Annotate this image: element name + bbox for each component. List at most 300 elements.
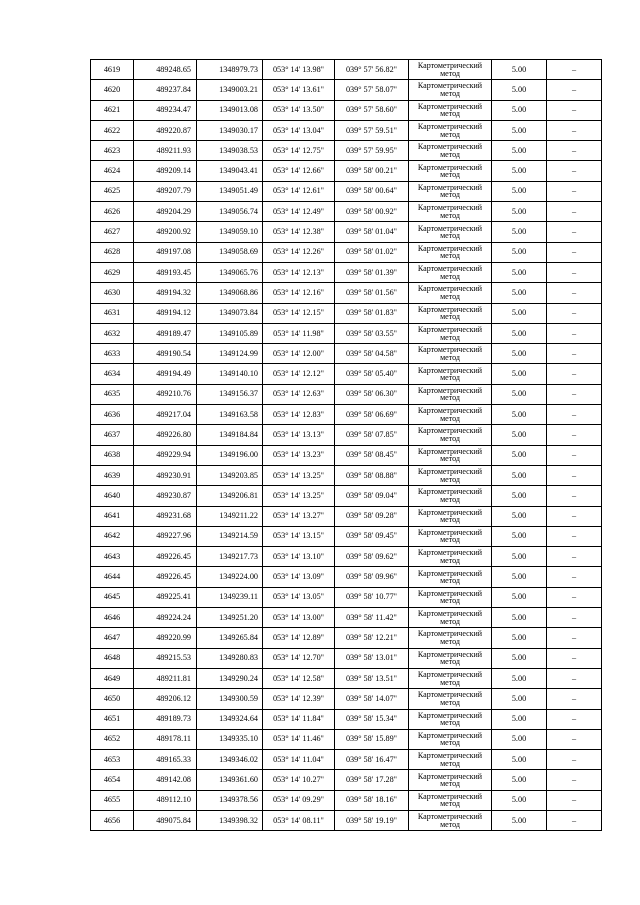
accuracy-cell: 5.00 <box>492 567 547 587</box>
note-cell: – <box>547 364 602 384</box>
accuracy-cell: 5.00 <box>492 587 547 607</box>
longitude-cell: 039° 58' 08.45" <box>335 445 409 465</box>
point-number-cell: 4644 <box>91 567 134 587</box>
y-coordinate-cell: 1349290.24 <box>197 668 263 688</box>
latitude-cell: 053° 14' 13.09" <box>263 567 335 587</box>
point-number-cell: 4638 <box>91 445 134 465</box>
x-coordinate-cell: 489217.04 <box>134 405 197 425</box>
point-number-cell: 4650 <box>91 689 134 709</box>
y-coordinate-cell: 1349156.37 <box>197 384 263 404</box>
note-cell: – <box>547 100 602 120</box>
table-row <box>91 648 602 668</box>
point-number-cell: 4655 <box>91 790 134 810</box>
longitude-cell: 039° 58' 00.92" <box>335 202 409 222</box>
latitude-cell: 053° 14' 08.11" <box>263 810 335 830</box>
method-cell: Картометрический метод <box>409 60 492 80</box>
point-number-cell: 4651 <box>91 709 134 729</box>
longitude-cell: 039° 58' 01.56" <box>335 283 409 303</box>
y-coordinate-cell: 1349030.17 <box>197 120 263 140</box>
x-coordinate-cell: 489075.84 <box>134 810 197 830</box>
point-number-cell: 4640 <box>91 486 134 506</box>
point-number-cell: 4643 <box>91 547 134 567</box>
method-cell: Картометрический метод <box>409 283 492 303</box>
table-row <box>91 80 602 100</box>
latitude-cell: 053° 14' 12.66" <box>263 161 335 181</box>
accuracy-cell: 5.00 <box>492 262 547 282</box>
accuracy-cell: 5.00 <box>492 810 547 830</box>
longitude-cell: 039° 58' 09.28" <box>335 506 409 526</box>
table-row <box>91 384 602 404</box>
point-number-cell: 4632 <box>91 323 134 343</box>
table-row <box>91 405 602 425</box>
point-number-cell: 4629 <box>91 262 134 282</box>
method-cell: Картометрический метод <box>409 222 492 242</box>
method-cell: Картометрический метод <box>409 202 492 222</box>
latitude-cell: 053° 14' 12.63" <box>263 384 335 404</box>
longitude-cell: 039° 57' 59.95" <box>335 141 409 161</box>
x-coordinate-cell: 489230.87 <box>134 486 197 506</box>
accuracy-cell: 5.00 <box>492 729 547 749</box>
table-row <box>91 465 602 485</box>
y-coordinate-cell: 1349013.08 <box>197 100 263 120</box>
y-coordinate-cell: 1349003.21 <box>197 80 263 100</box>
latitude-cell: 053° 14' 11.04" <box>263 750 335 770</box>
longitude-cell: 039° 57' 56.82" <box>335 60 409 80</box>
accuracy-cell: 5.00 <box>492 790 547 810</box>
x-coordinate-cell: 489237.84 <box>134 80 197 100</box>
method-cell: Картометрический метод <box>409 628 492 648</box>
point-number-cell: 4631 <box>91 303 134 323</box>
x-coordinate-cell: 489225.41 <box>134 587 197 607</box>
method-cell: Картометрический метод <box>409 750 492 770</box>
x-coordinate-cell: 489210.76 <box>134 384 197 404</box>
method-cell: Картометрический метод <box>409 181 492 201</box>
x-coordinate-cell: 489209.14 <box>134 161 197 181</box>
x-coordinate-cell: 489231.68 <box>134 506 197 526</box>
method-cell: Картометрический метод <box>409 161 492 181</box>
method-cell: Картометрический метод <box>409 242 492 262</box>
y-coordinate-cell: 1349251.20 <box>197 608 263 628</box>
point-number-cell: 4653 <box>91 750 134 770</box>
y-coordinate-cell: 1349217.73 <box>197 547 263 567</box>
longitude-cell: 039° 58' 10.77" <box>335 587 409 607</box>
longitude-cell: 039° 58' 01.83" <box>335 303 409 323</box>
accuracy-cell: 5.00 <box>492 506 547 526</box>
x-coordinate-cell: 489207.79 <box>134 181 197 201</box>
point-number-cell: 4622 <box>91 120 134 140</box>
latitude-cell: 053° 14' 12.49" <box>263 202 335 222</box>
y-coordinate-cell: 1349361.60 <box>197 770 263 790</box>
y-coordinate-cell: 1349051.49 <box>197 181 263 201</box>
note-cell: – <box>547 689 602 709</box>
x-coordinate-cell: 489227.96 <box>134 526 197 546</box>
table-row <box>91 364 602 384</box>
note-cell: – <box>547 750 602 770</box>
y-coordinate-cell: 1349280.83 <box>197 648 263 668</box>
accuracy-cell: 5.00 <box>492 628 547 648</box>
accuracy-cell: 5.00 <box>492 120 547 140</box>
method-cell: Картометрический метод <box>409 120 492 140</box>
table-row <box>91 242 602 262</box>
y-coordinate-cell: 1349184.84 <box>197 425 263 445</box>
accuracy-cell: 5.00 <box>492 344 547 364</box>
longitude-cell: 039° 58' 13.51" <box>335 668 409 688</box>
note-cell: – <box>547 486 602 506</box>
table-row <box>91 587 602 607</box>
latitude-cell: 053° 14' 09.29" <box>263 790 335 810</box>
latitude-cell: 053° 14' 12.26" <box>263 242 335 262</box>
method-cell: Картометрический метод <box>409 384 492 404</box>
method-cell: Картометрический метод <box>409 709 492 729</box>
table-row <box>91 425 602 445</box>
y-coordinate-cell: 1349324.64 <box>197 709 263 729</box>
longitude-cell: 039° 58' 00.64" <box>335 181 409 201</box>
point-number-cell: 4636 <box>91 405 134 425</box>
table-row <box>91 526 602 546</box>
table-row <box>91 750 602 770</box>
table-row <box>91 729 602 749</box>
accuracy-cell: 5.00 <box>492 547 547 567</box>
point-number-cell: 4633 <box>91 344 134 364</box>
x-coordinate-cell: 489220.87 <box>134 120 197 140</box>
note-cell: – <box>547 181 602 201</box>
table-row <box>91 303 602 323</box>
x-coordinate-cell: 489112.10 <box>134 790 197 810</box>
accuracy-cell: 5.00 <box>492 80 547 100</box>
longitude-cell: 039° 58' 05.40" <box>335 364 409 384</box>
x-coordinate-cell: 489165.33 <box>134 750 197 770</box>
note-cell: – <box>547 405 602 425</box>
x-coordinate-cell: 489206.12 <box>134 689 197 709</box>
longitude-cell: 039° 58' 01.02" <box>335 242 409 262</box>
longitude-cell: 039° 58' 09.96" <box>335 567 409 587</box>
accuracy-cell: 5.00 <box>492 445 547 465</box>
accuracy-cell: 5.00 <box>492 750 547 770</box>
longitude-cell: 039° 58' 04.58" <box>335 344 409 364</box>
y-coordinate-cell: 1349206.81 <box>197 486 263 506</box>
y-coordinate-cell: 1349346.02 <box>197 750 263 770</box>
latitude-cell: 053° 14' 12.39" <box>263 689 335 709</box>
table-row <box>91 141 602 161</box>
longitude-cell: 039° 58' 19.19" <box>335 810 409 830</box>
note-cell: – <box>547 344 602 364</box>
note-cell: – <box>547 120 602 140</box>
x-coordinate-cell: 489142.08 <box>134 770 197 790</box>
note-cell: – <box>547 567 602 587</box>
latitude-cell: 053° 14' 13.27" <box>263 506 335 526</box>
point-number-cell: 4630 <box>91 283 134 303</box>
point-number-cell: 4647 <box>91 628 134 648</box>
note-cell: – <box>547 668 602 688</box>
latitude-cell: 053° 14' 13.15" <box>263 526 335 546</box>
accuracy-cell: 5.00 <box>492 100 547 120</box>
method-cell: Картометрический метод <box>409 425 492 445</box>
table-row <box>91 810 602 830</box>
point-number-cell: 4645 <box>91 587 134 607</box>
latitude-cell: 053° 14' 12.83" <box>263 405 335 425</box>
x-coordinate-cell: 489204.29 <box>134 202 197 222</box>
point-number-cell: 4624 <box>91 161 134 181</box>
note-cell: – <box>547 770 602 790</box>
latitude-cell: 053° 14' 13.04" <box>263 120 335 140</box>
accuracy-cell: 5.00 <box>492 770 547 790</box>
table-row <box>91 181 602 201</box>
note-cell: – <box>547 526 602 546</box>
accuracy-cell: 5.00 <box>492 242 547 262</box>
x-coordinate-cell: 489248.65 <box>134 60 197 80</box>
note-cell: – <box>547 587 602 607</box>
y-coordinate-cell: 1349058.69 <box>197 242 263 262</box>
table-row <box>91 445 602 465</box>
point-number-cell: 4648 <box>91 648 134 668</box>
x-coordinate-cell: 489229.94 <box>134 445 197 465</box>
method-cell: Картометрический метод <box>409 689 492 709</box>
note-cell: – <box>547 465 602 485</box>
longitude-cell: 039° 58' 08.88" <box>335 465 409 485</box>
table-row <box>91 689 602 709</box>
note-cell: – <box>547 303 602 323</box>
table-row <box>91 486 602 506</box>
latitude-cell: 053° 14' 12.70" <box>263 648 335 668</box>
x-coordinate-cell: 489194.49 <box>134 364 197 384</box>
y-coordinate-cell: 1348979.73 <box>197 60 263 80</box>
table-row <box>91 608 602 628</box>
method-cell: Картометрический метод <box>409 567 492 587</box>
point-number-cell: 4639 <box>91 465 134 485</box>
point-number-cell: 4626 <box>91 202 134 222</box>
x-coordinate-cell: 489220.99 <box>134 628 197 648</box>
method-cell: Картометрический метод <box>409 526 492 546</box>
longitude-cell: 039° 58' 13.01" <box>335 648 409 668</box>
point-number-cell: 4620 <box>91 80 134 100</box>
x-coordinate-cell: 489178.11 <box>134 729 197 749</box>
point-number-cell: 4637 <box>91 425 134 445</box>
method-cell: Картометрический метод <box>409 729 492 749</box>
accuracy-cell: 5.00 <box>492 283 547 303</box>
note-cell: – <box>547 161 602 181</box>
longitude-cell: 039° 57' 58.60" <box>335 100 409 120</box>
longitude-cell: 039° 58' 14.07" <box>335 689 409 709</box>
accuracy-cell: 5.00 <box>492 648 547 668</box>
x-coordinate-cell: 489190.54 <box>134 344 197 364</box>
x-coordinate-cell: 489189.47 <box>134 323 197 343</box>
latitude-cell: 053° 14' 12.61" <box>263 181 335 201</box>
note-cell: – <box>547 80 602 100</box>
y-coordinate-cell: 1349224.00 <box>197 567 263 587</box>
point-number-cell: 4635 <box>91 384 134 404</box>
note-cell: – <box>547 810 602 830</box>
accuracy-cell: 5.00 <box>492 161 547 181</box>
table-row <box>91 567 602 587</box>
note-cell: – <box>547 202 602 222</box>
note-cell: – <box>547 242 602 262</box>
latitude-cell: 053° 14' 12.12" <box>263 364 335 384</box>
longitude-cell: 039° 58' 16.47" <box>335 750 409 770</box>
note-cell: – <box>547 506 602 526</box>
note-cell: – <box>547 60 602 80</box>
x-coordinate-cell: 489224.24 <box>134 608 197 628</box>
accuracy-cell: 5.00 <box>492 405 547 425</box>
point-number-cell: 4641 <box>91 506 134 526</box>
table-row <box>91 547 602 567</box>
table-row <box>91 628 602 648</box>
table-row <box>91 770 602 790</box>
method-cell: Картометрический метод <box>409 770 492 790</box>
method-cell: Картометрический метод <box>409 364 492 384</box>
method-cell: Картометрический метод <box>409 100 492 120</box>
note-cell: – <box>547 425 602 445</box>
longitude-cell: 039° 58' 09.04" <box>335 486 409 506</box>
method-cell: Картометрический метод <box>409 587 492 607</box>
latitude-cell: 053° 14' 12.15" <box>263 303 335 323</box>
longitude-cell: 039° 58' 01.04" <box>335 222 409 242</box>
latitude-cell: 053° 14' 12.58" <box>263 668 335 688</box>
x-coordinate-cell: 489197.08 <box>134 242 197 262</box>
y-coordinate-cell: 1349335.10 <box>197 729 263 749</box>
x-coordinate-cell: 489215.53 <box>134 648 197 668</box>
note-cell: – <box>547 323 602 343</box>
point-number-cell: 4642 <box>91 526 134 546</box>
latitude-cell: 053° 14' 13.13" <box>263 425 335 445</box>
table-row <box>91 709 602 729</box>
x-coordinate-cell: 489226.45 <box>134 567 197 587</box>
method-cell: Картометрический метод <box>409 486 492 506</box>
x-coordinate-cell: 489194.12 <box>134 303 197 323</box>
latitude-cell: 053° 14' 11.84" <box>263 709 335 729</box>
method-cell: Картометрический метод <box>409 668 492 688</box>
note-cell: – <box>547 384 602 404</box>
y-coordinate-cell: 1349065.76 <box>197 262 263 282</box>
y-coordinate-cell: 1349265.84 <box>197 628 263 648</box>
point-number-cell: 4646 <box>91 608 134 628</box>
note-cell: – <box>547 628 602 648</box>
accuracy-cell: 5.00 <box>492 323 547 343</box>
table-row <box>91 790 602 810</box>
accuracy-cell: 5.00 <box>492 384 547 404</box>
method-cell: Картометрический метод <box>409 445 492 465</box>
table-row <box>91 60 602 80</box>
longitude-cell: 039° 58' 01.39" <box>335 262 409 282</box>
method-cell: Картометрический метод <box>409 303 492 323</box>
point-number-cell: 4654 <box>91 770 134 790</box>
point-number-cell: 4619 <box>91 60 134 80</box>
note-cell: – <box>547 222 602 242</box>
note-cell: – <box>547 445 602 465</box>
latitude-cell: 053° 14' 13.25" <box>263 465 335 485</box>
accuracy-cell: 5.00 <box>492 364 547 384</box>
latitude-cell: 053° 14' 12.00" <box>263 344 335 364</box>
longitude-cell: 039° 58' 06.69" <box>335 405 409 425</box>
longitude-cell: 039° 58' 17.28" <box>335 770 409 790</box>
accuracy-cell: 5.00 <box>492 202 547 222</box>
table-row <box>91 120 602 140</box>
longitude-cell: 039° 57' 59.51" <box>335 120 409 140</box>
table-row <box>91 262 602 282</box>
latitude-cell: 053° 14' 11.98" <box>263 323 335 343</box>
y-coordinate-cell: 1349196.00 <box>197 445 263 465</box>
method-cell: Картометрический метод <box>409 465 492 485</box>
note-cell: – <box>547 709 602 729</box>
latitude-cell: 053° 14' 13.50" <box>263 100 335 120</box>
x-coordinate-cell: 489226.80 <box>134 425 197 445</box>
y-coordinate-cell: 1349038.53 <box>197 141 263 161</box>
point-number-cell: 4652 <box>91 729 134 749</box>
latitude-cell: 053° 14' 12.89" <box>263 628 335 648</box>
latitude-cell: 053° 14' 12.16" <box>263 283 335 303</box>
longitude-cell: 039° 58' 15.89" <box>335 729 409 749</box>
y-coordinate-cell: 1349059.10 <box>197 222 263 242</box>
accuracy-cell: 5.00 <box>492 608 547 628</box>
method-cell: Картометрический метод <box>409 547 492 567</box>
x-coordinate-cell: 489211.93 <box>134 141 197 161</box>
longitude-cell: 039° 58' 03.55" <box>335 323 409 343</box>
longitude-cell: 039° 58' 11.42" <box>335 608 409 628</box>
accuracy-cell: 5.00 <box>492 709 547 729</box>
point-number-cell: 4621 <box>91 100 134 120</box>
point-number-cell: 4634 <box>91 364 134 384</box>
method-cell: Картометрический метод <box>409 648 492 668</box>
method-cell: Картометрический метод <box>409 323 492 343</box>
x-coordinate-cell: 489189.73 <box>134 709 197 729</box>
y-coordinate-cell: 1349043.41 <box>197 161 263 181</box>
coordinates-table <box>90 59 602 831</box>
method-cell: Картометрический метод <box>409 506 492 526</box>
accuracy-cell: 5.00 <box>492 141 547 161</box>
accuracy-cell: 5.00 <box>492 465 547 485</box>
x-coordinate-cell: 489226.45 <box>134 547 197 567</box>
y-coordinate-cell: 1349239.11 <box>197 587 263 607</box>
accuracy-cell: 5.00 <box>492 303 547 323</box>
method-cell: Картометрический метод <box>409 262 492 282</box>
method-cell: Картометрический метод <box>409 344 492 364</box>
point-number-cell: 4627 <box>91 222 134 242</box>
longitude-cell: 039° 57' 58.07" <box>335 80 409 100</box>
point-number-cell: 4649 <box>91 668 134 688</box>
longitude-cell: 039° 58' 06.30" <box>335 384 409 404</box>
method-cell: Картометрический метод <box>409 405 492 425</box>
longitude-cell: 039° 58' 09.45" <box>335 526 409 546</box>
method-cell: Картометрический метод <box>409 141 492 161</box>
table-row <box>91 222 602 242</box>
y-coordinate-cell: 1349211.22 <box>197 506 263 526</box>
method-cell: Картометрический метод <box>409 810 492 830</box>
accuracy-cell: 5.00 <box>492 689 547 709</box>
x-coordinate-cell: 489234.47 <box>134 100 197 120</box>
x-coordinate-cell: 489200.92 <box>134 222 197 242</box>
table-row <box>91 344 602 364</box>
method-cell: Картометрический метод <box>409 790 492 810</box>
y-coordinate-cell: 1349300.59 <box>197 689 263 709</box>
point-number-cell: 4623 <box>91 141 134 161</box>
latitude-cell: 053° 14' 13.10" <box>263 547 335 567</box>
note-cell: – <box>547 262 602 282</box>
accuracy-cell: 5.00 <box>492 486 547 506</box>
y-coordinate-cell: 1349214.59 <box>197 526 263 546</box>
longitude-cell: 039° 58' 12.21" <box>335 628 409 648</box>
longitude-cell: 039° 58' 15.34" <box>335 709 409 729</box>
latitude-cell: 053° 14' 10.27" <box>263 770 335 790</box>
y-coordinate-cell: 1349124.99 <box>197 344 263 364</box>
latitude-cell: 053° 14' 13.05" <box>263 587 335 607</box>
latitude-cell: 053° 14' 13.00" <box>263 608 335 628</box>
table-row <box>91 100 602 120</box>
latitude-cell: 053° 14' 12.38" <box>263 222 335 242</box>
latitude-cell: 053° 14' 12.13" <box>263 262 335 282</box>
method-cell: Картометрический метод <box>409 80 492 100</box>
longitude-cell: 039° 58' 00.21" <box>335 161 409 181</box>
accuracy-cell: 5.00 <box>492 60 547 80</box>
y-coordinate-cell: 1349378.56 <box>197 790 263 810</box>
